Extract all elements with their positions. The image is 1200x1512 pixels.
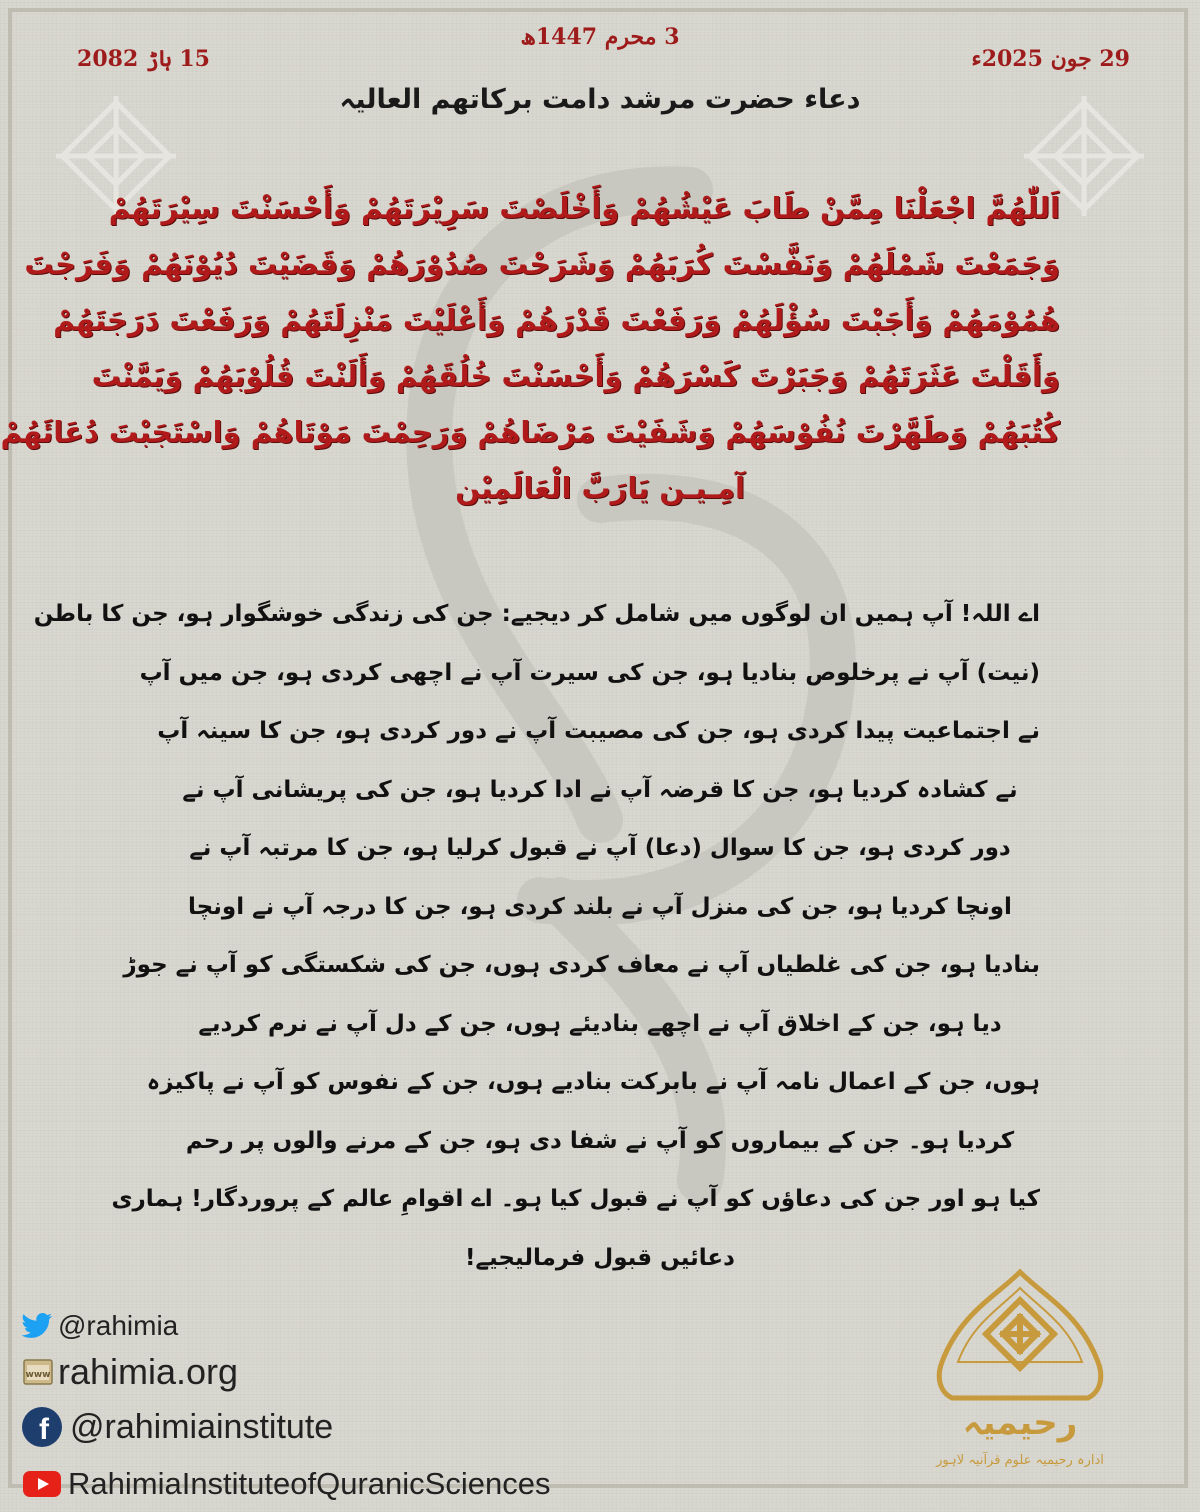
arabic-dua-line: وَأَقَلْتَ عَثَرَتَهُمْ وَجَبَرْتَ كَسْرَهُمْ وَأَحْسَنْتَ خُلُقَهُمْ وَأَلَنْتَ قُلُوْبَهُمْ وَيَمَّنْتَ <box>91 359 1060 393</box>
urdu-translation-line: نے اجتماعیت پیدا کردی ہو، جن کی مصیبت آپ نے دور کردی ہو، جن کا سینہ آپ <box>157 718 1040 744</box>
urdu-translation-line: دعائیں قبول فرمالیجیے! <box>465 1244 735 1271</box>
svg-text:f: f <box>39 1413 49 1446</box>
twitter-bird-icon <box>20 1309 54 1343</box>
facebook-icon <box>20 1405 64 1449</box>
urdu-translation-line: (نیت) آپ نے پرخلوص بنادیا ہو، جن کی سیرت آپ نے اچھی کردی ہو، جن میں آپ <box>139 659 1040 686</box>
facebook-link[interactable] <box>20 1398 720 1456</box>
urdu-translation-line: دور کردی ہو، جن کا سوال (دعا) آپ نے قبول کرلیا ہو، جن کا مرتبہ آپ نے <box>189 835 1011 861</box>
youtube-play-icon <box>20 1467 64 1501</box>
urdu-translation-line: دیا ہو، جن کے اخلاق آپ نے اچھے بنادیئے ہوں، جن کے دل آپ نے نرم کردیے <box>198 1010 1002 1037</box>
urdu-translation-line: اونچا کردیا ہو، جن کی منزل آپ نے بلند کردی ہو، جن کا درجہ آپ نے اونچا <box>188 893 1012 920</box>
website-url: rahimia.org <box>58 1351 239 1392</box>
svg-text:www: www <box>25 1370 51 1380</box>
arabic-dua <box>0 180 1060 516</box>
arabic-dua-line: اَللّٰهُمَّ اجْعَلْنَا مِمَّنْ طَابَ عَيْشُهُمْ وَأَخْلَصْتَ سَرِيْرَتَهُمْ وَأَحْسَنْتَ سِيْرَتَهُمْ <box>108 191 1060 225</box>
gregorian-date: 29 جون 2025ء <box>971 46 1130 72</box>
urdu-translation-line: نے کشادہ کردیا ہو، جن کا قرضہ آپ نے ادا کردیا ہو، جن کی پریشانی آپ نے <box>182 776 1018 803</box>
arabic-dua-line: آمِـيـن يَارَبَّ الْعَالَمِيْن <box>455 471 745 505</box>
urdu-translation-line: کیا ہو اور جن کی دعاؤں کو آپ نے قبول کیا ہو۔ اے اقوامِ عالم کے پروردگار! ہماری <box>111 1186 1040 1212</box>
social-links <box>20 1306 720 1512</box>
twitter-link[interactable] <box>20 1306 720 1346</box>
youtube-channel: RahimiaInstituteofQuranicSciences <box>68 1466 551 1501</box>
page-title: دعاء حضرت مرشد دامت برکاتھم العالیہ <box>339 84 861 115</box>
date-header <box>0 22 1200 82</box>
urdu-translation-line: کردیا ہو۔ جن کے بیماروں کو آپ نے شفا دی ہو، جن کے مرنے والوں پر رحم <box>185 1127 1015 1154</box>
hijri-date: 3 محرم 1447ھ <box>520 24 680 50</box>
logo-subtitle: ادارہ رحیمیہ علوم قرآنیہ لاہور <box>936 1453 1104 1468</box>
facebook-handle: @rahimiainstitute <box>70 1407 334 1446</box>
arabic-dua-line: كُتُبَهُمْ وَطَهَّرْتَ نُفُوْسَهُمْ وَشَفَيْتَ مَرْضَاهُمْ وَرَحِمْتَ مَوْتَاهُمْ وَاسْتَجَبْتَ دُعَائَهُمْ <box>0 415 1060 449</box>
urdu-translation-line: اے اللہ! آپ ہمیں ان لوگوں میں شامل کر دیجیے: جن کی زندگی خوشگوار ہو، جن کا باطن <box>33 601 1040 627</box>
logo-name: رحیمیہ <box>962 1403 1078 1443</box>
website-link[interactable] <box>20 1346 720 1398</box>
urdu-translation <box>33 585 1040 1287</box>
arabic-dua-line: وَجَمَعْتَ شَمْلَهُمْ وَنَفَّسْتَ كُرَبَهُمْ وَشَرَحْتَ صُدُوْرَهُمْ وَقَضَيْتَ دُيُوْنَهُمْ وَفَرَجْتَ <box>24 247 1060 281</box>
youtube-link[interactable] <box>20 1456 720 1512</box>
arabic-dua-line: هُمُوْمَهُمْ وَأَجَبْتَ سُؤْلَهُمْ وَرَفَعْتَ قَدْرَهُمْ وَأَعْلَيْتَ مَنْزِلَتَهُمْ وَرَفَعْتَ دَرَجَتَهُمْ <box>53 303 1060 337</box>
urdu-translation-line: بنادیا ہو، جن کی غلطیاں آپ نے معاف کردی ہوں، جن کی شکستگی کو آپ نے جوڑ <box>123 952 1040 978</box>
rahimia-logo <box>900 1266 1140 1482</box>
bikrami-date: 15 ہاڑ 2082 <box>77 46 210 72</box>
urdu-translation-line: ہوں، جن کے اعمال نامہ آپ نے بابرکت بنادیے ہوں، جن کے نفوس کو آپ نے پاکیزہ <box>146 1069 1040 1095</box>
web-icon <box>20 1354 56 1390</box>
twitter-handle: @rahimia <box>58 1310 179 1341</box>
